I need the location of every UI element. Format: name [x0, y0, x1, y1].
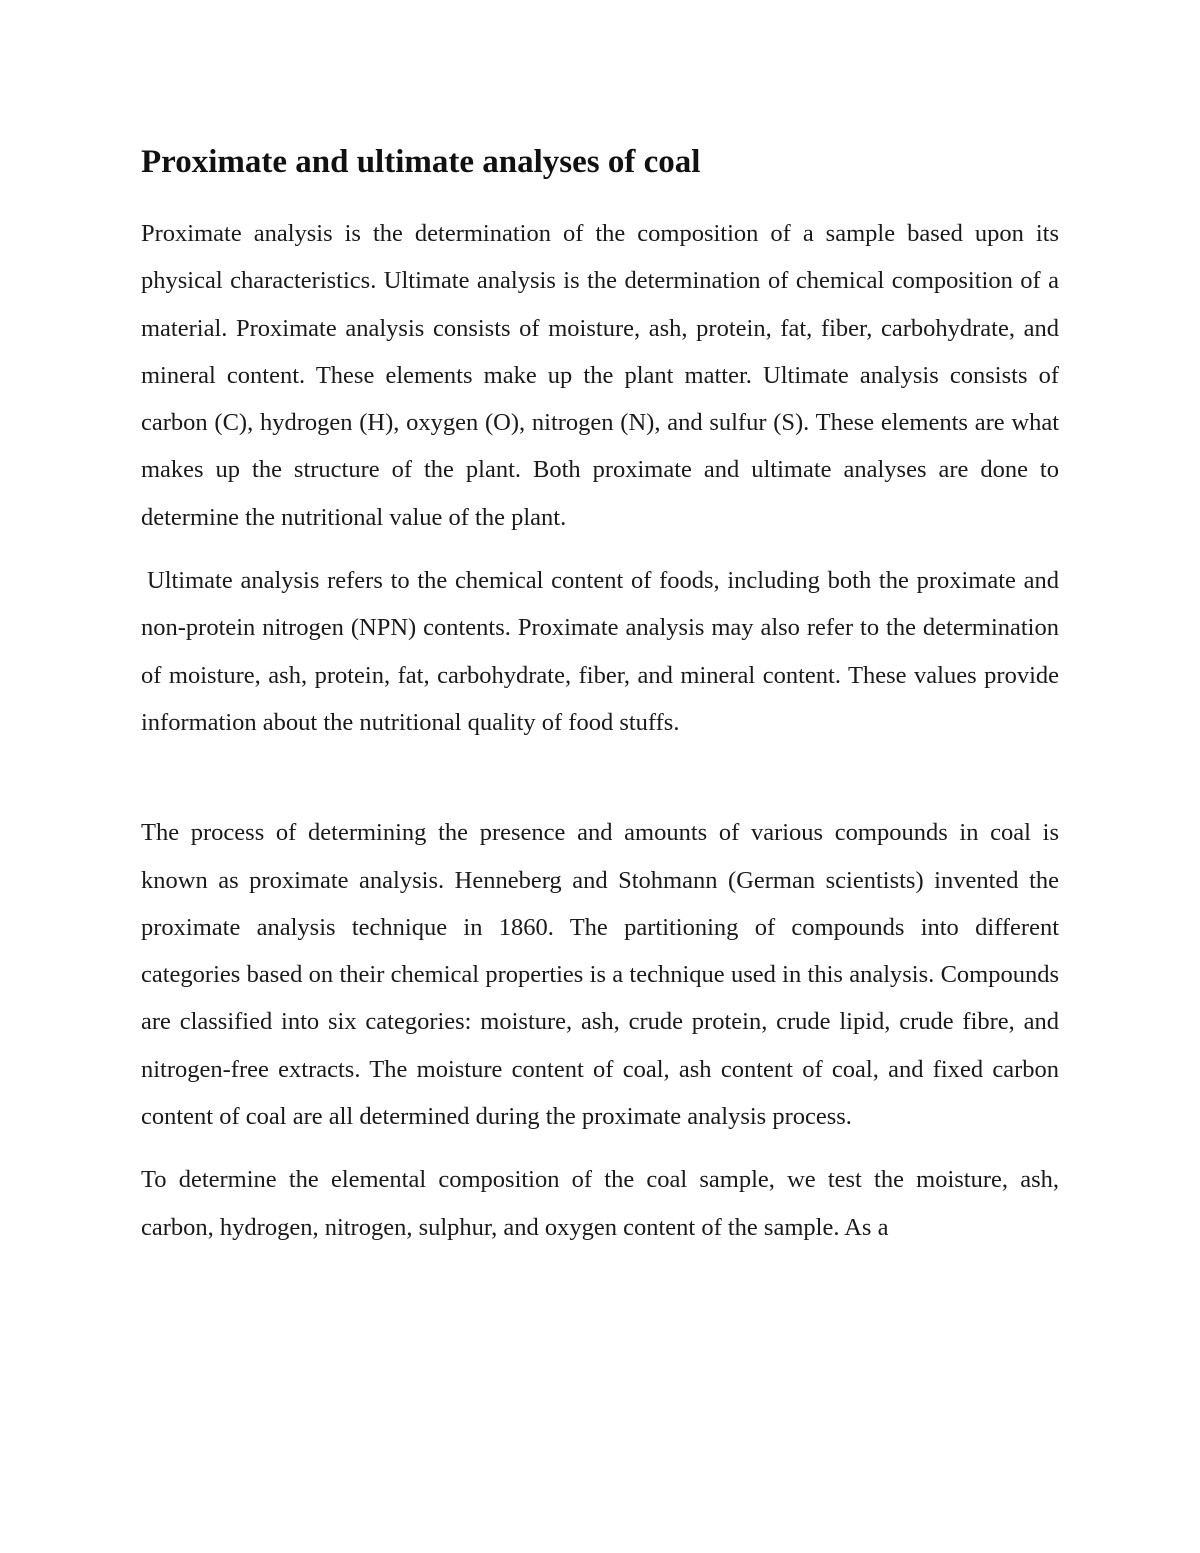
document-body: [141, 140, 1059, 1251]
paragraph-1: Proximate analysis is the determination of the composition of a sample based upon its physical characteristics. Ultimate analysis is the determination of chemical composition of a material. Proximate analysis consists of moisture, ash, protein, fat, fiber, carbohydrate, and mineral content. These elements make up the plant matter. Ultimate analysis consists of carbon (C), hydrogen (H), oxygen (O), nitrogen (N), and sulfur (S). These elements are what makes up the structure of the plant. Both proximate and ultimate analyses are done to determine the nutritional value of the plant.: [141, 220, 1059, 531]
paragraph-2: Ultimate analysis refers to the chemical content of foods, including both the proximate and non-protein nitrogen (NPN) contents. Proximate analysis may also refer to the determination of moisture, ash, protein, fat, carbohydrate, fiber, and mineral content. These values provide information about the nutritional quality of food stuffs.: [141, 567, 1059, 736]
paragraph-4: To determine the elemental composition of the coal sample, we test the moisture, ash, carbon, hydrogen, nitrogen, sulphur, and oxygen content of the sample. As a: [141, 1166, 1059, 1241]
paragraph-3: The process of determining the presence and amounts of various compounds in coal is known as proximate analysis. Henneberg and Stohmann (German scientists) invented the proximate analysis technique in 1860. The partitioning of compounds into different categories based on their chemical properties is a technique used in this analysis. Compounds are classified into six categories: moisture, ash, crude protein, crude lipid, crude fibre, and nitrogen-free extracts. The moisture content of coal, ash content of coal, and fixed carbon content of coal are all determined during the proximate analysis process.: [141, 819, 1059, 1131]
document-title: Proximate and ultimate analyses of coal: [141, 144, 701, 180]
